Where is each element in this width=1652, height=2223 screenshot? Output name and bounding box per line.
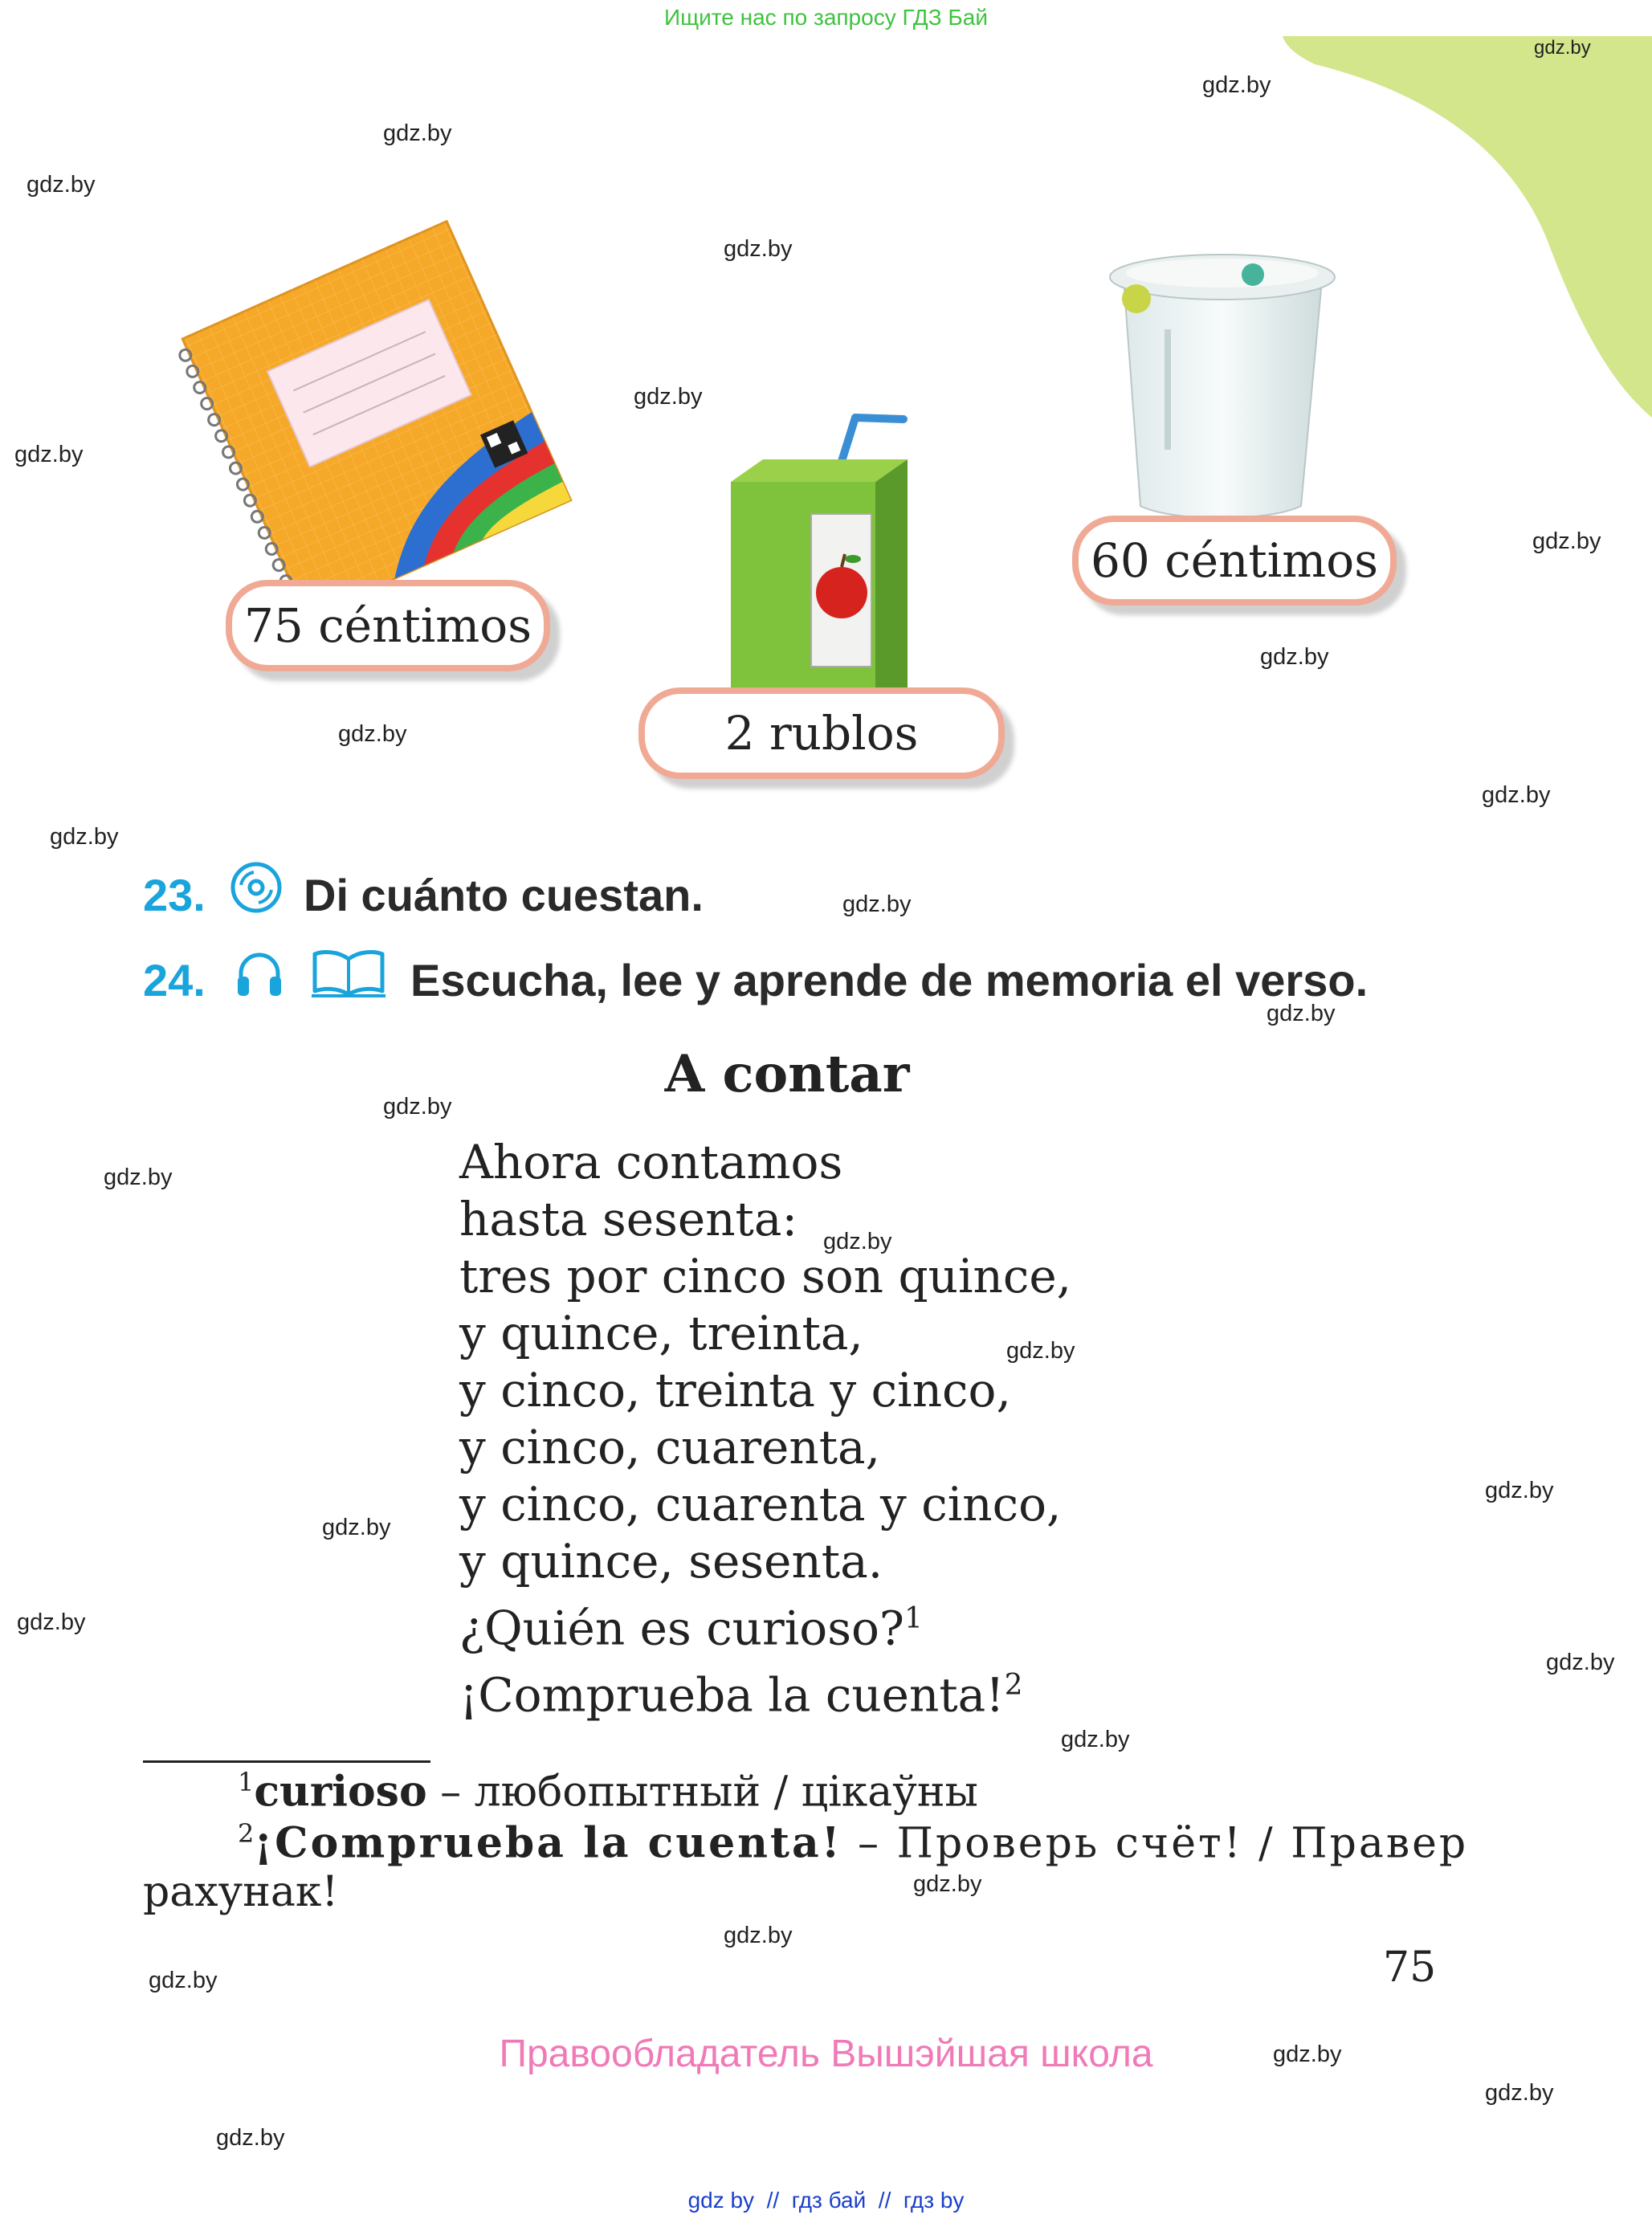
watermark: gdz.by <box>1202 72 1271 98</box>
watermark: gdz.by <box>842 891 912 917</box>
poem-title: A contar <box>664 1044 910 1104</box>
poem-line: tres por cinco son quince, <box>459 1249 1072 1303</box>
watermark: gdz.by <box>1482 782 1551 808</box>
price-label-yogurt: 60 céntimos <box>1072 516 1397 606</box>
watermark: gdz.by <box>1485 2080 1554 2106</box>
footnote-mark: 1 <box>904 1602 923 1635</box>
page-number: 75 <box>1383 1944 1437 1992</box>
watermark: gdz.by <box>1061 1727 1130 1752</box>
watermark: gdz.by <box>104 1165 173 1190</box>
poem-line: y quince, sesenta. <box>459 1534 883 1589</box>
watermark: gdz.by <box>338 721 407 747</box>
poem-line: y quince, treinta, <box>459 1306 863 1360</box>
watermark: gdz.by <box>724 1923 793 1948</box>
watermark: gdz.by <box>17 1609 86 1635</box>
task-title-24: Escucha, lee y aprende de memoria el verso. <box>410 955 1369 1005</box>
poem-line: Ahora contamos <box>459 1135 843 1189</box>
footnote-divider <box>143 1760 430 1763</box>
poem-line: ¿Quién es curioso?$^1$ <box>459 1601 923 1656</box>
search-note: Ищите нас по запросу ГДЗ Бай <box>663 5 989 30</box>
watermark: gdz.by <box>14 442 84 467</box>
watermark: gdz.by <box>1532 528 1601 554</box>
watermark: gdz.by <box>216 2125 285 2151</box>
watermark: gdz.by <box>27 172 96 198</box>
watermark: gdz.by <box>1260 644 1329 670</box>
watermark: gdz.by <box>1546 1650 1615 1675</box>
footnote-2-continuation: рахунак! <box>143 1868 339 1916</box>
watermark: gdz.by <box>823 1229 892 1254</box>
poem-line: y cinco, cuarenta, <box>459 1420 881 1475</box>
cd-icon <box>230 861 283 914</box>
task-number-24: 24. <box>143 955 206 1005</box>
poem-line: y cinco, cuarenta y cinco, <box>459 1477 1062 1532</box>
watermark: gdz.by <box>1006 1338 1075 1364</box>
watermark: gdz.by <box>383 1094 452 1120</box>
watermark: gdz.by <box>50 824 119 850</box>
footnote-2: $^2$¡Comprueba la cuenta! – Проверь счёт! / Правер <box>238 1818 1469 1868</box>
notebook-illustration <box>177 209 578 594</box>
copyright-owner: Правообладатель Вышэйшая школа <box>499 2033 1153 2075</box>
task-title-23: Di cuánto cuestan. <box>304 870 704 920</box>
poem-line: hasta sesenta: <box>459 1192 797 1246</box>
price-label-notebook: 75 céntimos <box>226 580 550 671</box>
watermark: gdz.by <box>322 1515 391 1540</box>
task-number-23: 23. <box>143 870 206 920</box>
book-icon <box>310 948 387 999</box>
footnote-mark: 2 <box>1004 1669 1023 1703</box>
poem-line: ¡Comprueba la cuenta!$^2$ <box>459 1667 1023 1723</box>
poem-line: y cinco, treinta y cinco, <box>459 1363 1011 1417</box>
price-label-juice: 2 rublos <box>638 687 1005 779</box>
watermark: gdz.by <box>1273 2041 1342 2067</box>
watermark: gdz.by <box>634 384 703 410</box>
poem-text <box>459 1134 1071 1724</box>
footnote-1: $^1$curioso – любопытный / цікаўны <box>238 1767 978 1817</box>
yogurt-cup-illustration <box>1092 241 1349 530</box>
juice-box-illustration <box>715 402 940 707</box>
watermark: gdz.by <box>1534 37 1591 59</box>
watermark: gdz.by <box>724 236 793 262</box>
bottom-links[interactable]: gdz by // гдз бай // гдз by <box>687 2188 965 2213</box>
watermark: gdz.by <box>383 120 452 146</box>
watermark: gdz.by <box>1485 1478 1554 1503</box>
headphones-icon <box>233 948 286 1001</box>
watermark: gdz.by <box>1267 1001 1336 1026</box>
watermark: gdz.by <box>913 1871 982 1897</box>
watermark: gdz.by <box>149 1968 218 1993</box>
